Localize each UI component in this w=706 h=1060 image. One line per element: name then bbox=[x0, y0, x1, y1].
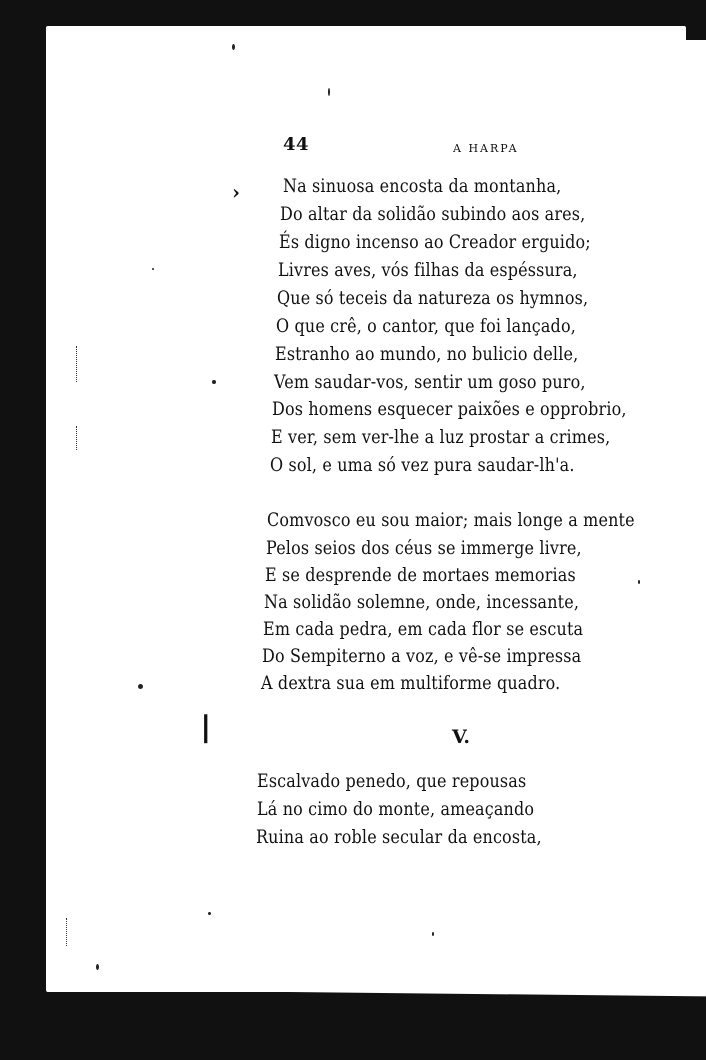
scan-speck bbox=[638, 580, 640, 584]
verse-line: Comvosco eu sou maior; mais longe a mente bbox=[267, 509, 635, 531]
scan-speck bbox=[96, 964, 99, 970]
verse-line: Na sinuosa encosta da montanha, bbox=[283, 175, 562, 197]
scan-speck bbox=[328, 88, 330, 96]
scan-border-bottom bbox=[0, 990, 706, 1060]
verse-line: O sol, e uma só vez pura saudar-lh'a. bbox=[270, 454, 575, 476]
margin-rule bbox=[66, 918, 67, 946]
verse-line: O que crê, o cantor, que foi lançado, bbox=[276, 315, 576, 337]
page-number: 44 bbox=[283, 134, 310, 155]
scan-speck bbox=[212, 380, 216, 384]
margin-rule bbox=[76, 346, 77, 382]
verse-line: Dos homens esquecer paixões e opprobrio, bbox=[272, 398, 627, 420]
verse-line: Em cada pedra, em cada flor se escuta bbox=[263, 618, 584, 640]
verse-line: Escalvado penedo, que repousas bbox=[257, 770, 527, 792]
page-header bbox=[283, 134, 583, 160]
margin-rule bbox=[76, 426, 77, 450]
section-numeral: V. bbox=[452, 726, 471, 748]
verse-line: E se desprende de mortaes memorias bbox=[265, 564, 576, 586]
verse-line: A dextra sua em multiforme quadro. bbox=[261, 672, 561, 694]
scan-speck bbox=[232, 44, 235, 50]
scan-speck bbox=[208, 912, 211, 915]
scan-speck bbox=[152, 268, 154, 270]
verse-line: És digno incenso ao Creador erguido; bbox=[279, 231, 591, 253]
verse-line: Do altar da solidão subindo aos ares, bbox=[280, 203, 586, 225]
verse-line: Que só teceis da natureza os hymnos, bbox=[277, 287, 589, 309]
verse-line: Ruina ao roble secular da encosta, bbox=[256, 826, 542, 848]
margin-mark: › bbox=[232, 180, 240, 204]
verse-line: E ver, sem ver-lhe a luz prostar a crimes, bbox=[271, 426, 611, 448]
verse-line: Livres aves, vós filhas da espéssura, bbox=[278, 259, 578, 281]
margin-mark: ❘ bbox=[194, 710, 218, 743]
verse-line: Vem saudar-vos, sentir um goso puro, bbox=[274, 371, 586, 393]
scan-speck bbox=[432, 932, 434, 936]
scan-speck bbox=[138, 684, 143, 689]
verse-line: Lá no cimo do monte, ameaçando bbox=[257, 798, 535, 820]
running-title: A HARPA bbox=[453, 142, 519, 155]
verse-line: Pelos seios dos céus se immerge livre, bbox=[266, 537, 582, 559]
scan-border-left bbox=[0, 0, 46, 1060]
verse-line: Estranho ao mundo, no bulicio delle, bbox=[275, 343, 579, 365]
verse-line: Do Sempiterno a voz, e vê-se impressa bbox=[262, 645, 582, 667]
verse-line: Na solidão solemne, onde, incessante, bbox=[264, 591, 580, 613]
